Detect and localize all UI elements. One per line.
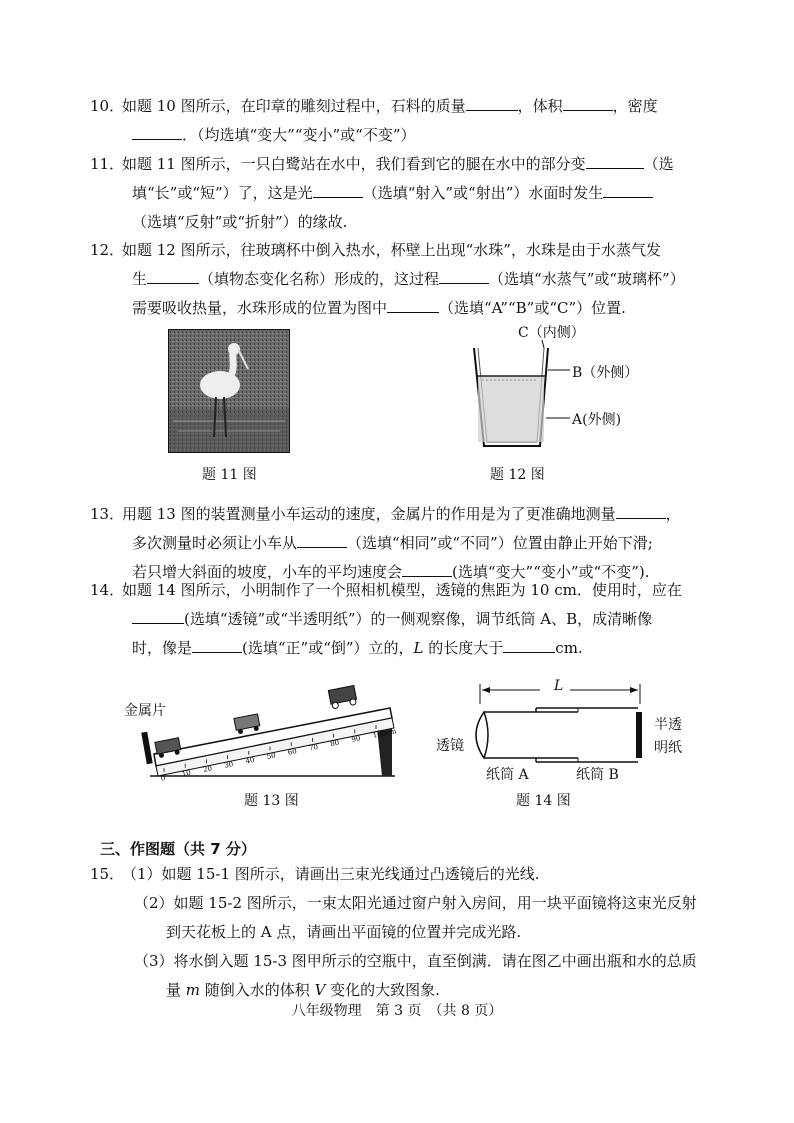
ruler-tick-label: 10 [181, 768, 192, 779]
label-translucent-paper-2: 明纸 [654, 740, 682, 756]
question-text: （3）将水倒入题 15-3 图甲所示的空瓶中，直至倒满．请在图乙中画出瓶和水的总质 [134, 952, 697, 970]
question-text: 多次测量时必须让小车从 [132, 534, 298, 552]
question-text: （选填“A”“B”或“C”）位置. [439, 299, 626, 317]
figure-13-incline-diagram [120, 676, 410, 786]
answer-blank[interactable] [132, 608, 184, 624]
question-text: 如题 11 图所示，一只白鹭站在水中，我们看到它的腿在水中的部分变 [122, 155, 586, 173]
answer-blank[interactable] [503, 637, 555, 653]
question-text: 时，像是 [132, 639, 193, 657]
answer-blank[interactable] [132, 124, 182, 140]
question-text: (选填“正”或“倒”）立的， [242, 639, 414, 657]
question-text: （选填“射入”或“射出”）水面时发生 [362, 184, 604, 202]
question-text: （1）如题 15-1 图所示，请画出三束光线通过凸透镜后的光线. [122, 865, 540, 883]
ruler-tick-label: 70 [308, 742, 319, 753]
label-b-outer: B（外侧） [572, 365, 639, 381]
question-number: 15． [90, 865, 125, 883]
ruler-tick-label: 0 [160, 773, 166, 783]
answer-blank[interactable] [402, 561, 452, 577]
figure-12-caption: 题 12 图 [490, 467, 545, 483]
answer-blank[interactable] [313, 182, 363, 198]
answer-blank[interactable] [192, 637, 242, 653]
label-length-l: L [554, 678, 564, 694]
question-text: 若只增大斜面的坡度，小车的平均速度会 [132, 563, 403, 581]
question-14 [90, 576, 708, 663]
question-text: （选 [643, 155, 674, 173]
question-text: ．（均选填“变大”“变小”或“不变”） [182, 126, 416, 144]
ruler-tick-label: 100cm [372, 727, 398, 740]
question-text: (选填“变大”“变小”或“不变”). [452, 563, 650, 581]
answer-blank[interactable] [439, 268, 489, 284]
ruler-tick-label: 20 [202, 764, 213, 775]
answer-blank[interactable] [563, 95, 613, 111]
ruler-tick-label: 50 [266, 751, 277, 762]
question-text: （2）如题 15-2 图所示，一束太阳光通过窗户射入房间，用一块平面镜将这束光反射 [134, 894, 697, 912]
question-text: ， [665, 505, 681, 523]
question-text: ，体积 [517, 97, 563, 115]
ruler-tick-label: 90 [350, 734, 362, 744]
answer-blank[interactable] [616, 503, 666, 519]
question-15 [90, 860, 708, 1005]
variable-l: L [413, 639, 424, 657]
answer-blank[interactable] [387, 297, 439, 313]
question-10 [90, 92, 708, 150]
question-text: 如题 12 图所示，往玻璃杯中倒入热水，杯壁上出现“水珠”，水珠是由于水蒸气发 [122, 241, 661, 259]
question-number: 10． [90, 97, 125, 115]
question-text: （选填“相同”或“不同”）位置由静止开始下滑; [347, 534, 653, 552]
question-number: 12． [90, 241, 125, 259]
question-text: 到天花板上的 A 点，请画出平面镜的位置并完成光路. [166, 923, 522, 941]
label-lens: 透镜 [436, 738, 464, 754]
question-text: 需要吸收热量，水珠形成的位置为图中 [132, 299, 388, 317]
question-text: 如题 14 图所示，小明制作了一个照相机模型，透镜的焦距为 10 cm．使用时，应在 [122, 581, 682, 599]
answer-blank[interactable] [586, 153, 644, 169]
variable-m: m [185, 981, 201, 999]
figure-14-caption: 题 14 图 [516, 793, 571, 809]
ruler-tick-label: 40 [244, 755, 256, 766]
figure-13-caption: 题 13 图 [244, 793, 299, 809]
question-number: 13． [90, 505, 125, 523]
question-number: 11． [90, 155, 125, 173]
question-text: cm. [555, 639, 583, 657]
question-text: （选填“水蒸气”或“玻璃杯”） [489, 270, 685, 288]
answer-blank[interactable] [603, 182, 653, 198]
question-text: ，密度 [612, 97, 658, 115]
page-footer: 八年级物理 第 3 页 （共 8 页） [291, 1003, 503, 1019]
label-metal-plate: 金属片 [124, 703, 166, 719]
figure-11-caption: 题 11 图 [202, 467, 257, 483]
question-11 [90, 150, 708, 237]
figure-11-egret-photo [168, 329, 290, 453]
question-text: 填“长”或“短”）了，这是光 [132, 184, 313, 202]
question-text: 用题 13 图的装置测量小车运动的速度，金属片的作用是为了更准确地测量 [122, 505, 616, 523]
label-c-inner: C（内侧） [518, 325, 585, 341]
ruler-tick-label: 30 [223, 760, 234, 770]
question-text: 如题 10 图所示，在印章的雕刻过程中，石料的质量 [122, 97, 466, 115]
question-text: 生 [132, 270, 148, 288]
answer-blank[interactable] [147, 268, 199, 284]
question-text: 变化的大致图象. [325, 981, 440, 999]
label-tube-a: 纸筒 A [486, 767, 529, 783]
question-13 [90, 500, 708, 587]
label-a-outer: A(外侧) [572, 412, 622, 428]
variable-v: V [314, 981, 326, 999]
question-text: （选填“反射”或“折射”）的缘故. [132, 213, 348, 231]
question-text: 量 [166, 981, 186, 999]
question-text: 的长度大于 [423, 639, 504, 657]
question-12 [90, 236, 708, 323]
answer-blank[interactable] [297, 532, 347, 548]
question-number: 14． [90, 581, 125, 599]
question-text: (选填“透镜”或“半透明纸”）的一侧观察像，调节纸筒 A、B，成清晰像 [184, 610, 653, 628]
answer-blank[interactable] [466, 95, 518, 111]
label-tube-b: 纸筒 B [576, 767, 619, 783]
question-text: 随倒入水的体积 [200, 981, 315, 999]
ruler-tick-label: 60 [287, 747, 298, 757]
ruler-tick-label: 80 [329, 738, 340, 749]
question-text: （填物态变化名称）形成的，这过程 [199, 270, 440, 288]
section-3-title: 三、作图题（共 7 分） [100, 840, 256, 858]
label-translucent-paper-1: 半透 [654, 717, 682, 733]
